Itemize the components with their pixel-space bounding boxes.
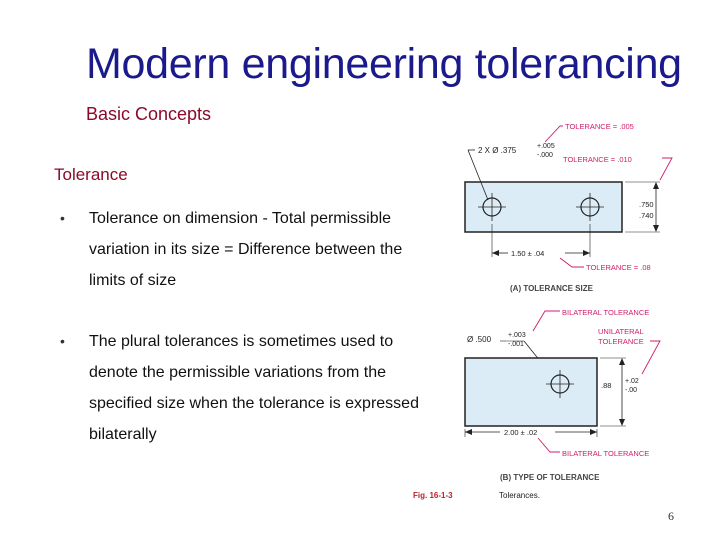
part-b-block [465, 358, 597, 426]
bilateral-bottom-label: BILATERAL TOLERANCE [562, 449, 650, 458]
bullet-marker-1: • [60, 210, 65, 226]
section-heading: Tolerance [54, 165, 128, 184]
height-b-tol-upper: +.02 [625, 378, 639, 385]
slide-title: Modern engineering tolerancing [86, 40, 682, 88]
bilateral-top-label: BILATERAL TOLERANCE [562, 308, 650, 317]
spacing-a: 1.50 ± .04 [511, 249, 545, 258]
width-b: 2.00 ± .02 [504, 428, 538, 437]
unilateral-label-2: TOLERANCE [598, 337, 644, 346]
hole-a-tol-upper: +.005 [537, 143, 555, 150]
unilateral-label-1: UNILATERAL [598, 327, 644, 336]
hole-a-tol-lower: -.000 [537, 152, 553, 159]
bullet-marker-2: • [60, 333, 65, 349]
hole-a-callout: 2 X Ø .375 [478, 146, 517, 155]
tolerance-08-label: TOLERANCE = .08 [586, 263, 651, 272]
caption-a: (A) TOLERANCE SIZE [510, 284, 593, 293]
height-b-tol-lower: -.00 [625, 387, 638, 394]
height-a-lower: .740 [639, 211, 654, 220]
tolerance-005-label: TOLERANCE = .005 [565, 122, 634, 131]
hole-b-tol-lower: -.001 [508, 341, 524, 348]
caption-b: (B) TYPE OF TOLERANCE [500, 473, 600, 482]
bullet-text-2: The plural tolerances is sometimes used to denote the permissible variations from the specified size when the tolerance is expressed bilaterally [89, 333, 419, 443]
fig-label: Fig. 16-1-3 [413, 491, 453, 500]
page-number: 6 [668, 509, 674, 523]
height-a-upper: .750 [639, 200, 654, 209]
hole-b-callout: Ø .500 [467, 335, 492, 344]
slide-subtitle: Basic Concepts [86, 104, 212, 124]
height-b-base: .88 [601, 381, 612, 390]
tolerance-figure [413, 112, 720, 512]
fig-caption: Tolerances. [499, 491, 540, 500]
hole-b-tol-upper: +.003 [508, 332, 526, 339]
tolerance-010-label: TOLERANCE = .010 [563, 155, 632, 164]
bullet-text-1: Tolerance on dimension - Total permissible variation in its size = Difference between the limits of size [89, 210, 403, 289]
